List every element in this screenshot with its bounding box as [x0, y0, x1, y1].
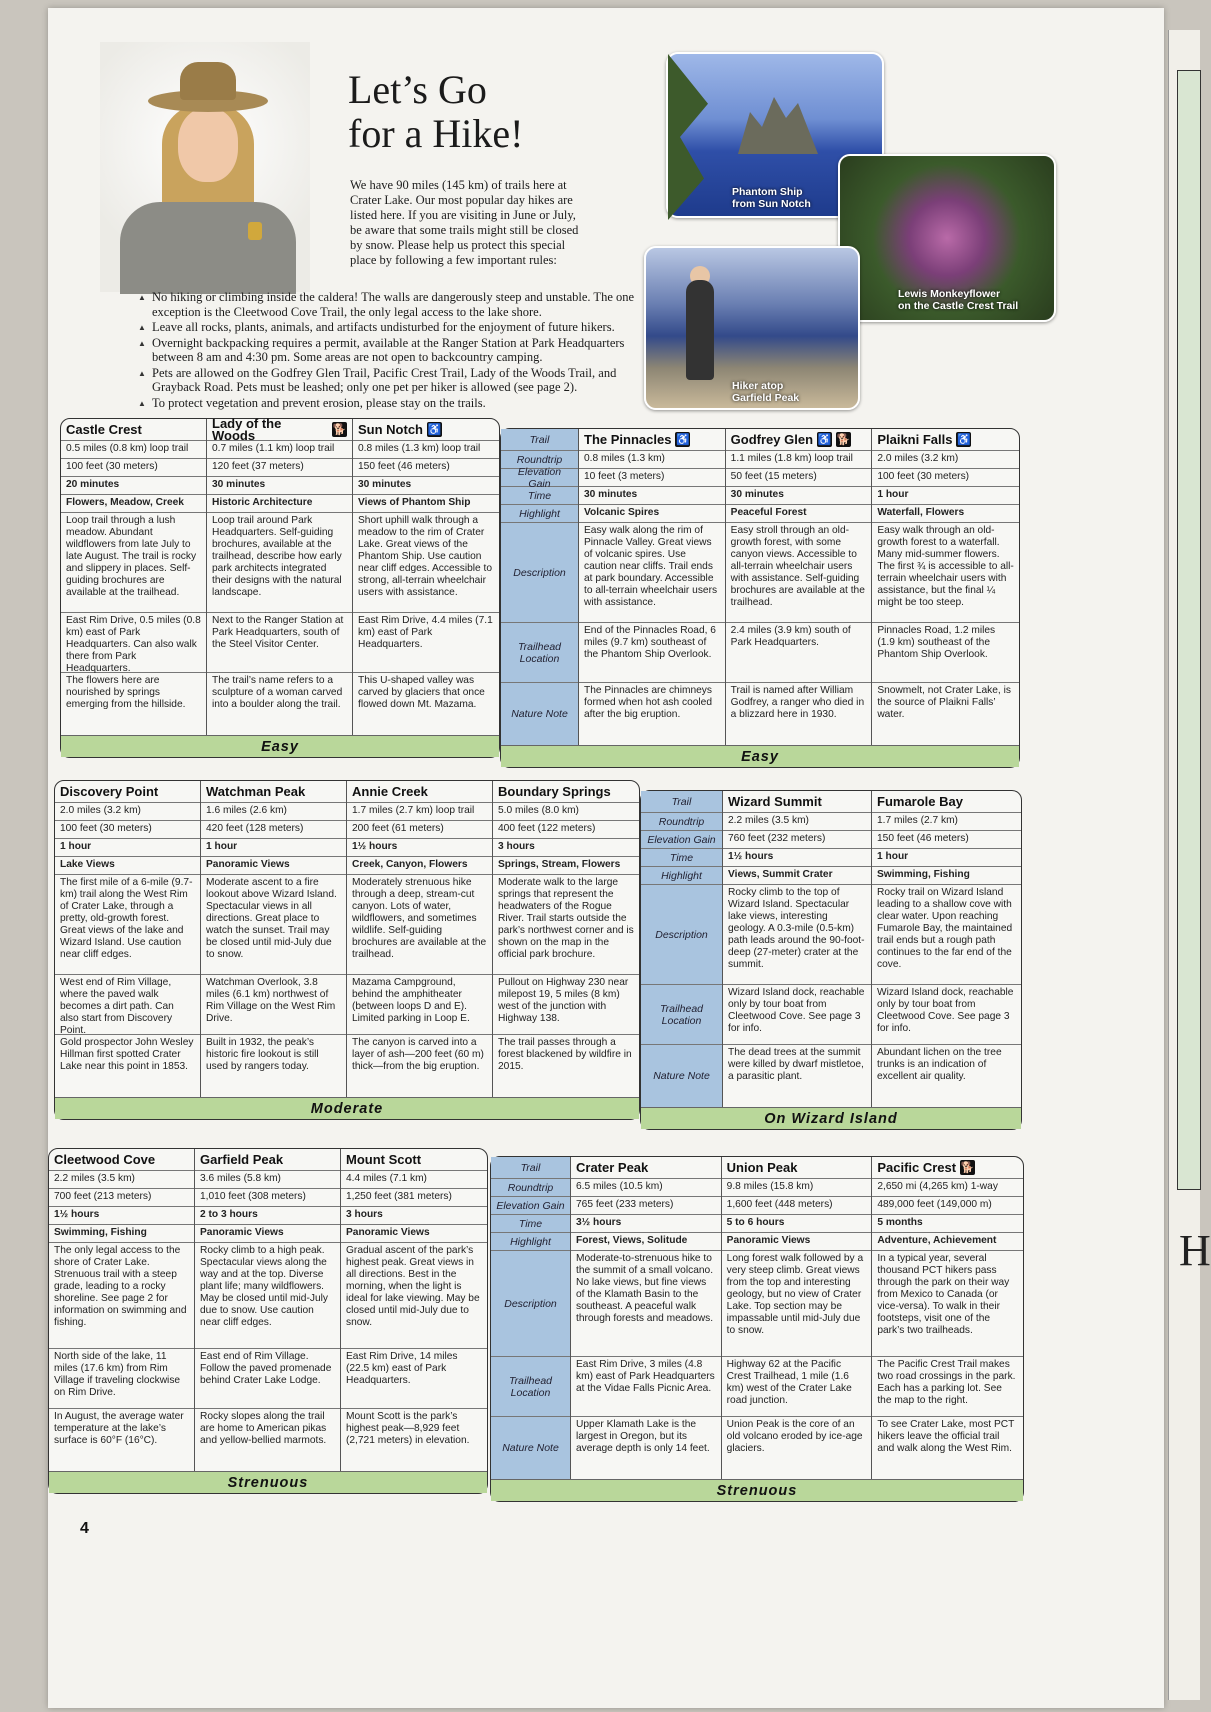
rule-item: ▲ No hiking or climbing inside the caldera! The walls are dangerously steep and unstable. The one exception is the Cleetwood Cove Trail, the only legal access to the lake shore. [138, 290, 638, 319]
moderate-trails-table [54, 780, 640, 1120]
trail-column-godfrey-glen: Godfrey Glen ♿ 🐕 1.1 miles (1.8 km) loop trail 50 feet (15 meters) 30 minutes Peaceful Forest Easy stroll through an old-growth forest, with some canyon views. Accessible to all-terrain wheelchair users with assistance. Self-guiding brochures are available at the trailhead. 2.4 miles (3.9 km) south of Park Headquarters. Trail is named after William Godfrey, a ranger who died in a blizzard here in 1930. [726, 429, 873, 745]
difficulty-footer: Easy [501, 745, 1019, 767]
trail-column-plaikni-falls: Plaikni Falls ♿ 2.0 miles (3.2 km) 100 feet (30 meters) 1 hour Waterfall, Flowers Easy walk through an old-growth forest to a waterfall. Many mid-summer flowers. The first ¾ is accessible to all-terrain wheelchair users with assistance, but the final ¼ might be too steep. Pinnacles Road, 1.2 miles (1.9 km) southeast of the Phantom Ship Overlook. Snowmelt, not Crater Lake, is the source of Plaikni Falls’ water. [872, 429, 1019, 745]
page-title: Let’s Go for a Hike! [348, 67, 524, 156]
trail-column-watchman-peak: Watchman Peak 1.6 miles (2.6 km) 420 feet (128 meters) 1 hour Panoramic Views Moderate ascent to a fire lookout above Wizard Island. Spectacular views in all directions. Great place to watch the sunset. Trail may be closed until mid-July due to snow. Watchman Overlook, 3.8 miles (6.1 km) northwest of Rim Village on the West Rim Drive. Built in 1932, the peak’s historic fire lookout is still used by rangers today. [201, 781, 347, 1097]
pet-icon: 🐕 [836, 433, 851, 446]
adjacent-heading-fragment: H [1179, 1226, 1211, 1275]
map-edge [1177, 70, 1201, 1190]
wheelchair-icon: ♿ [427, 423, 442, 436]
difficulty-footer: Strenuous [49, 1471, 487, 1493]
strenuous-trails-table-left [48, 1148, 488, 1494]
trail-column-crater-peak: Crater Peak 6.5 miles (10.5 km) 765 feet (233 meters) 3½ hours Forest, Views, Solitude Moderate-to-strenuous hike to the summit of a small volcano. No lake views, but fine views of the Klamath Basin to the southeast. A peaceful walk through forests and meadows. East Rim Drive, 3 miles (4.8 km) east of Park Headquarters at the Vidae Falls Picnic Area. Upper Klamath Lake is the largest in Oregon, but its average depth is only 14 feet. [571, 1157, 722, 1479]
rule-item: ▲ Pets are allowed on the Godfrey Glen Trail, Pacific Crest Trail, Lady of the Woods Trail, and Grayback Road. Pets must be leashed; only one pet per hiker is allowed (see page 2). [138, 366, 638, 395]
monkeyflower-photo: Lewis Monkeyflower on the Castle Crest Trail [838, 154, 1056, 322]
trail-column-castle-crest: Castle Crest 0.5 miles (0.8 km) loop trail 100 feet (30 meters) 20 minutes Flowers, Meadow, Creek Loop trail through a lush meadow. Abundant wildflowers from late July to late August. The trail is rocky and slippery in places. Self-guiding brochures are available at the trailhead. East Rim Drive, 0.5 miles (0.8 km) east of Park Headquarters. Can also walk there from Park Headquarters. The flowers here are nourished by springs emerging from the hillside. [61, 419, 207, 735]
trail-column-pacific-crest: Pacific Crest 🐕 2,650 mi (4,265 km) 1-way 489,000 feet (149,000 m) 5 months Adventure, Achievement In a typical year, several thousand PCT hikers pass through the park on their way from Mexico to Canada (or vice-versa). To walk in their footsteps, visit one of the park’s two trailheads. The Pacific Crest Trail makes two road crossings in the park. Each has a parking lot. See the map to the right. To see Crater Lake, most PCT hikers leave the official trail and walk along the West Rim. [872, 1157, 1023, 1479]
wizard-island-trails-table [640, 790, 1022, 1130]
intro-text: We have 90 miles (145 km) of trails here at Crater Lake. Our most popular day hikes are listed here. If you are visiting in June or July, be aware that some trails might still be closed by snow. Please help us protect this special place by following a few important rules: [350, 178, 579, 267]
difficulty-footer: On Wizard Island [641, 1107, 1021, 1129]
rule-item: ▲ Leave all rocks, plants, animals, and artifacts undisturbed for the enjoyment of future hikers. [138, 320, 638, 335]
easy-trails-table-right [500, 428, 1020, 768]
row-labels: Trail Roundtrip Elevation Gain Time Highlight Description Trailhead Location Nature Note [491, 1157, 571, 1479]
row-labels: Trail Roundtrip Elevation Gain Time Highlight Description Trailhead Location Nature Note [641, 791, 723, 1107]
pet-icon: 🐕 [960, 1161, 975, 1174]
trail-column-sun-notch: Sun Notch ♿ 0.8 miles (1.3 km) loop trail 150 feet (46 meters) 30 minutes Views of Phantom Ship Short uphill walk through a meadow to the rim of Crater Lake. Great views of the Phantom Ship. Use caution near cliff edges. Accessible to strong, all-terrain wheelchair users with assistance. East Rim Drive, 4.4 miles (7.1 km) east of Park Headquarters. This U-shaped valley was carved by glaciers that once flowed down Mt. Mazama. [353, 419, 499, 735]
hiker-photo: Hiker atop Garfield Peak [644, 246, 860, 410]
page-number: 4 [80, 1520, 89, 1537]
trail-column-garfield-peak: Garfield Peak 3.6 miles (5.8 km) 1,010 feet (308 meters) 2 to 3 hours Panoramic Views Rocky climb to a high peak. Spectacular views along the way and at the top. Diverse plant life; many wildflowers. May be closed until mid-July due to snow. Use caution near cliff edges. East end of Rim Village. Follow the paved promenade behind Crater Lake Lodge. Rocky slopes along the trail are home to American pikas and yellow-bellied marmots. [195, 1149, 341, 1471]
difficulty-footer: Moderate [55, 1097, 639, 1119]
trail-column-mount-scott: Mount Scott 4.4 miles (7.1 km) 1,250 feet (381 meters) 3 hours Panoramic Views Gradual ascent of the park’s highest peak. Great views in all directions. Best in the morning, when the light is ideal for lake viewing. May be closed until mid-July due to snow. East Rim Drive, 14 miles (22.5 km) east of Park Headquarters. Mount Scott is the park’s highest peak—8,929 feet (2,721 meters) in elevation. [341, 1149, 487, 1471]
trail-column-annie-creek: Annie Creek 1.7 miles (2.7 km) loop trail 200 feet (61 meters) 1½ hours Creek, Canyon, Flowers Moderately strenuous hike through a deep, stream-cut canyon. Lots of water, wildflowers, and sometimes wildlife. Self-guiding brochures are available at the trailhead. Mazama Campground, behind the amphitheater (between loops D and E). Limited parking in Loop E. The canyon is carved into a layer of ash—200 feet (60 m) thick—from the big eruption. [347, 781, 493, 1097]
trail-column-discovery-point: Discovery Point 2.0 miles (3.2 km) 100 feet (30 meters) 1 hour Lake Views The first mile of a 6-mile (9.7-km) trail along the West Rim of Crater Lake, through a pretty, old-growth forest. Great views of the lake and Wizard Island. Use caution near cliff edges. West end of Rim Village, where the paved walk becomes a dirt path. Can also start from Discovery Point. Gold prospector John Wesley Hillman first spotted Crater Lake near this point in 1853. [55, 781, 201, 1097]
difficulty-footer: Easy [61, 735, 499, 757]
wheelchair-icon: ♿ [817, 433, 832, 446]
pet-icon: 🐕 [332, 423, 347, 436]
rule-item: ▲ To protect vegetation and prevent erosion, please stay on the trails. [138, 396, 638, 411]
hiking-rules [138, 290, 638, 411]
trail-column-wizard-summit: Wizard Summit 2.2 miles (3.5 km) 760 feet (232 meters) 1½ hours Views, Summit Crater Rocky climb to the top of Wizard Island. Spectacular lake views, interesting geology. A 0.3-mile (0.5-km) path leads around the 90-foot-deep (27-meter) crater at the summit. Wizard Island dock, reachable only by tour boat from Cleetwood Cove. See page 3 for info. The dead trees at the summit were killed by dwarf mistletoe, a parasitic plant. [723, 791, 872, 1107]
wheelchair-icon: ♿ [676, 433, 690, 446]
adjacent-page-edge [1168, 30, 1211, 1700]
trail-column-the-pinnacles: The Pinnacles ♿ 0.8 miles (1.3 km) 10 feet (3 meters) 30 minutes Volcanic Spires Easy walk along the rim of Pinnacle Valley. Great views of volcanic spires. Use caution near cliffs. Trail ends at park boundary. Accessible to all-terrain wheelchair users with assistance. End of the Pinnacles Road, 6 miles (9.7 km) southeast of the Phantom Ship Overlook. The Pinnacles are chimneys formed when hot ash cooled after the big eruption. [579, 429, 726, 745]
rule-item: ▲ Overnight backpacking requires a permit, available at the Ranger Station at Park Headquarters between 8 am and 4:30 pm. Some areas are not open to backcountry camping. [138, 336, 638, 365]
row-labels: Trail Roundtrip Elevation Gain Time Highlight Description Trailhead Location Nature Note [501, 429, 579, 745]
trail-column-union-peak: Union Peak 9.8 miles (15.8 km) 1,600 feet (448 meters) 5 to 6 hours Panoramic Views Long forest walk followed by a very steep climb. Great views from the top and interesting geology, but no view of Crater Lake. Top section may be impassable until mid-July due to snow. Highway 62 at the Pacific Crest Trailhead, 1 mile (1.6 km) west of the Crater Lake road junction. Union Peak is the core of an old volcano eroded by ice-age glaciers. [722, 1157, 873, 1479]
ranger-photo [100, 42, 310, 292]
strenuous-trails-table-right [490, 1156, 1024, 1502]
wheelchair-icon: ♿ [957, 433, 971, 446]
trail-column-lady-of-the-woods: Lady of the Woods 🐕 0.7 miles (1.1 km) loop trail 120 feet (37 meters) 30 minutes Historic Architecture Loop trail around Park Headquarters. Self-guiding brochures, available at the trailhead, describe how early park architects integrated their designs with the natural landscape. Next to the Ranger Station at Park Headquarters, south of the Steel Visitor Center. The trail’s name refers to a sculpture of a woman carved into a boulder along the trail. [207, 419, 353, 735]
difficulty-footer: Strenuous [491, 1479, 1023, 1501]
trail-column-fumarole-bay: Fumarole Bay 1.7 miles (2.7 km) 150 feet (46 meters) 1 hour Swimming, Fishing Rocky trail on Wizard Island leading to a shallow cove with clear water. Upon reaching Fumarole Bay, the maintained trail ends but a rough path continues to the far end of the cove. Wizard Island dock, reachable only by tour boat from Cleetwood Cove. See page 3 for info. Abundant lichen on the tree trunks is an indication of excellent air quality. [872, 791, 1021, 1107]
trail-column-boundary-springs: Boundary Springs 5.0 miles (8.0 km) 400 feet (122 meters) 3 hours Springs, Stream, Flowers Moderate walk to the large springs that represent the headwaters of the Rogue River. Trail starts outside the park’s northwest corner and is shown on the map in the official park brochure. Pullout on Highway 230 near milepost 19, 5 miles (8 km) west of the junction with Highway 138. The trail passes through a forest blackened by wildfire in 2015. [493, 781, 639, 1097]
trail-column-cleetwood-cove: Cleetwood Cove 2.2 miles (3.5 km) 700 feet (213 meters) 1½ hours Swimming, Fishing The only legal access to the shore of Crater Lake. Strenuous trail with a steep grade, leading to a rocky shoreline. See page 2 for information on swimming and fishing. North side of the lake, 11 miles (17.6 km) from Rim Village if traveling clockwise on Rim Drive. In August, the average water temperature at the lake’s surface is 60°F (16°C). [49, 1149, 195, 1471]
easy-trails-table-left [60, 415, 500, 758]
phantom-ship-photo: Phantom Ship from Sun Notch [666, 52, 884, 218]
brochure-page [48, 8, 1164, 1708]
